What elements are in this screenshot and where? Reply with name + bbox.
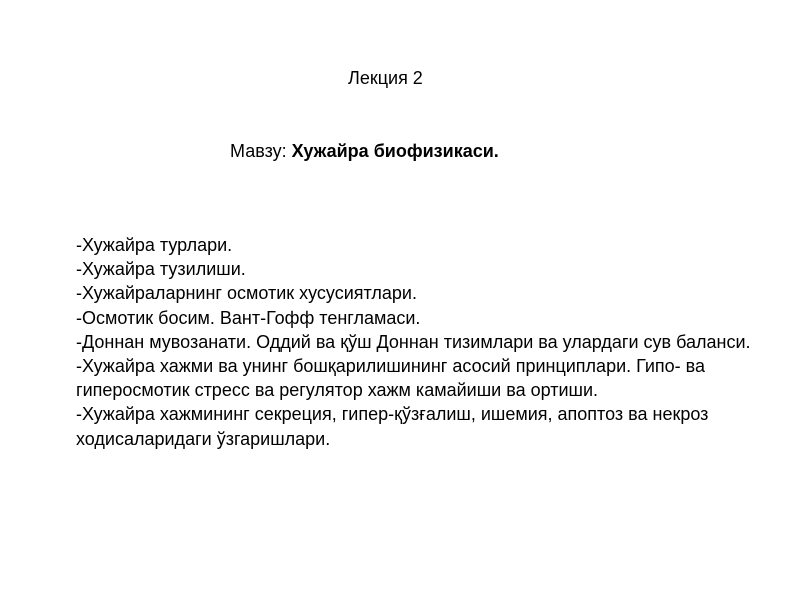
list-item: -Хужайраларнинг осмотик хусусиятлари. <box>76 283 417 304</box>
topic-prefix: Мавзу: <box>230 141 292 161</box>
lecture-title: Лекция 2 <box>348 68 423 88</box>
topic-line <box>230 140 499 162</box>
content-list <box>76 233 756 451</box>
list-item: -Хужайра хажми ва унинг бошқарилишининг асосий принциплари. Гипо- ва гиперосмотик стресс ва регулятор хажм камайиши ва ортиши. <box>76 356 706 401</box>
list-item: -Доннан мувозанати. Оддий ва қўш Доннан тизимлари ва улардаги сув баланси. <box>76 331 751 352</box>
topic-value: Хужайра биофизикаси. <box>291 141 499 161</box>
list-item: -Хужайра хажмининг секреция, гипер-қўзғалиш, ишемия, апоптоз ва некроз ходисаларидаги ўзгаришлари. <box>76 404 709 449</box>
list-item: -Хужайра турлари. <box>76 235 233 255</box>
list-item: -Хужайра тузилиши. <box>76 259 246 280</box>
list-item: -Осмотик босим. Вант-Гофф тенгламаси. <box>76 307 421 328</box>
